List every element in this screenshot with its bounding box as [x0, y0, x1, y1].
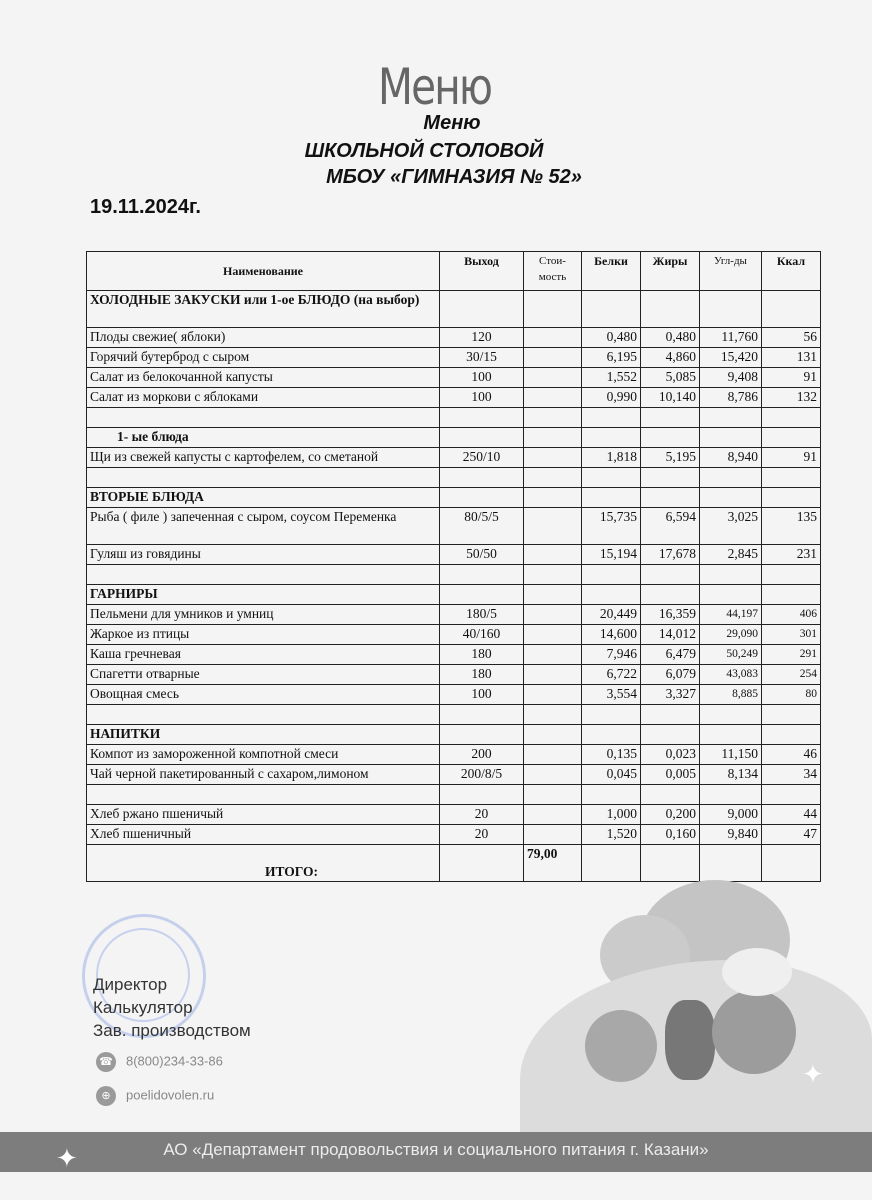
- dish-yield: 120: [440, 328, 524, 348]
- spacer-row: [87, 565, 821, 585]
- canteen-title: ШКОЛЬНОЙ СТОЛОВОЙ: [304, 140, 544, 162]
- dish-kcal: 80: [762, 685, 821, 705]
- spacer-row: [87, 705, 821, 725]
- dish-kcal: 47: [762, 825, 821, 845]
- section-row: [87, 585, 821, 605]
- dish-cost: [524, 368, 582, 388]
- dish-cost: [524, 328, 582, 348]
- dish-protein: 0,045: [582, 765, 641, 785]
- dish-name: Рыба ( филе ) запеченная с сыром, соусом Переменка: [87, 508, 440, 545]
- dish-fat: 6,479: [641, 645, 700, 665]
- dish-carbs: 9,000: [700, 805, 762, 825]
- dish-protein: 1,552: [582, 368, 641, 388]
- dish-name: Плоды свежие( яблоки): [87, 328, 440, 348]
- section-first: 1- ые блюда: [87, 428, 440, 448]
- dish-cost: [524, 825, 582, 845]
- dish-fat: 0,200: [641, 805, 700, 825]
- phone-number: 8(800)234-33-86: [126, 1053, 223, 1069]
- dish-protein: 6,722: [582, 665, 641, 685]
- dish-cost: [524, 745, 582, 765]
- dish-kcal: 406: [762, 605, 821, 625]
- dish-name: Щи из свежей капусты с картофелем, со сметаной: [87, 448, 440, 468]
- dish-yield: 200: [440, 745, 524, 765]
- dish-name: Салат из белокочанной капусты: [87, 368, 440, 388]
- dish-fat: 0,480: [641, 328, 700, 348]
- dish-kcal: 135: [762, 508, 821, 545]
- dish-carbs: 11,150: [700, 745, 762, 765]
- dish-kcal: 254: [762, 665, 821, 685]
- total-row: [87, 845, 821, 882]
- dish-yield: 20: [440, 805, 524, 825]
- table-row: [87, 765, 821, 785]
- dish-fat: 5,195: [641, 448, 700, 468]
- menu-title: Меню: [423, 112, 481, 134]
- table-row: [87, 745, 821, 765]
- dish-yield: 50/50: [440, 545, 524, 565]
- school-title: МБОУ «ГИМНАЗИЯ № 52»: [326, 166, 582, 188]
- dish-cost: [524, 665, 582, 685]
- dish-carbs: 8,885: [700, 685, 762, 705]
- spacer-row: [87, 408, 821, 428]
- dish-kcal: 91: [762, 448, 821, 468]
- section-cold: ХОЛОДНЫЕ ЗАКУСКИ или 1-ое БЛЮДО (на выбор): [87, 291, 440, 328]
- signature-production: Зав. производством: [93, 1021, 251, 1040]
- section-drinks: НАПИТКИ: [87, 725, 440, 745]
- illustration-character: [585, 1010, 657, 1082]
- dish-cost: [524, 805, 582, 825]
- dish-fat: 0,023: [641, 745, 700, 765]
- phone-icon: ☎: [96, 1052, 116, 1072]
- dish-kcal: 301: [762, 625, 821, 645]
- dish-cost: [524, 765, 582, 785]
- dish-yield: 180/5: [440, 605, 524, 625]
- dish-protein: 0,135: [582, 745, 641, 765]
- dish-carbs: 3,025: [700, 508, 762, 545]
- illustration-character: [665, 1000, 715, 1080]
- dish-protein: 0,480: [582, 328, 641, 348]
- dish-yield: 180: [440, 645, 524, 665]
- table-row: [87, 508, 821, 545]
- dish-protein: 1,520: [582, 825, 641, 845]
- dish-yield: 30/15: [440, 348, 524, 368]
- table-row: [87, 805, 821, 825]
- table-row: [87, 368, 821, 388]
- section-row: [87, 291, 821, 328]
- dish-cost: [524, 625, 582, 645]
- dish-carbs: 15,420: [700, 348, 762, 368]
- dish-kcal: 132: [762, 388, 821, 408]
- table-row: [87, 625, 821, 645]
- dish-fat: 16,359: [641, 605, 700, 625]
- dish-yield: 100: [440, 685, 524, 705]
- spacer-row: [87, 468, 821, 488]
- dish-protein: 20,449: [582, 605, 641, 625]
- table-row: [87, 665, 821, 685]
- table-row: [87, 388, 821, 408]
- dish-carbs: 11,760: [700, 328, 762, 348]
- dish-cost: [524, 508, 582, 545]
- dish-fat: 0,005: [641, 765, 700, 785]
- col-kcal-header: Ккал: [762, 252, 821, 291]
- signature-calculator: Калькулятор: [93, 998, 193, 1017]
- dish-name: Жаркое из птицы: [87, 625, 440, 645]
- table-row: [87, 545, 821, 565]
- organization-name: АО «Департамент продовольствия и социального питания г. Казани»: [163, 1140, 709, 1159]
- section-garnish: ГАРНИРЫ: [87, 585, 440, 605]
- section-row: [87, 725, 821, 745]
- signature-director: Директор: [93, 975, 168, 994]
- dish-name: Овощная смесь: [87, 685, 440, 705]
- total-label: ИТОГО:: [87, 845, 440, 882]
- dish-name: Хлеб ржано пшеничый: [87, 805, 440, 825]
- col-protein-header: Белки: [582, 252, 641, 291]
- dish-fat: 14,012: [641, 625, 700, 645]
- menu-table: [86, 251, 821, 882]
- dish-cost: [524, 448, 582, 468]
- table-header-row: [87, 252, 821, 291]
- table-row: [87, 328, 821, 348]
- dish-name: Чай черной пакетированный с сахаром,лимоном: [87, 765, 440, 785]
- dish-name: Каша гречневая: [87, 645, 440, 665]
- sparkle-icon: ✦: [56, 1144, 78, 1173]
- dish-name: Гуляш из говядины: [87, 545, 440, 565]
- dish-yield: 200/8/5: [440, 765, 524, 785]
- dish-kcal: 56: [762, 328, 821, 348]
- dish-cost: [524, 685, 582, 705]
- dish-kcal: 291: [762, 645, 821, 665]
- illustration-character: [712, 990, 796, 1074]
- dish-kcal: 46: [762, 745, 821, 765]
- dish-name: Спагетти отварные: [87, 665, 440, 685]
- dish-yield: 180: [440, 665, 524, 685]
- dish-carbs: 8,940: [700, 448, 762, 468]
- dish-kcal: 34: [762, 765, 821, 785]
- dish-kcal: 131: [762, 348, 821, 368]
- dish-carbs: 44,197: [700, 605, 762, 625]
- dish-carbs: 8,786: [700, 388, 762, 408]
- dish-carbs: 8,134: [700, 765, 762, 785]
- illustration-chef-hat: [722, 948, 792, 996]
- dish-kcal: 91: [762, 368, 821, 388]
- dish-protein: 0,990: [582, 388, 641, 408]
- dish-yield: 250/10: [440, 448, 524, 468]
- dish-cost: [524, 605, 582, 625]
- dish-yield: 40/160: [440, 625, 524, 645]
- table-row: [87, 685, 821, 705]
- dish-carbs: 50,249: [700, 645, 762, 665]
- dish-protein: 3,554: [582, 685, 641, 705]
- col-carbs-header: Угл-ды: [700, 252, 762, 291]
- col-fat-header: Жиры: [641, 252, 700, 291]
- spacer-row: [87, 785, 821, 805]
- dish-cost: [524, 348, 582, 368]
- sparkle-icon: ✦: [802, 1060, 824, 1089]
- dish-fat: 0,160: [641, 825, 700, 845]
- col-name-header: Наименование: [87, 252, 440, 291]
- col-yield-header: Выход: [440, 252, 524, 291]
- col-cost-header: Стои-мость: [524, 252, 582, 291]
- site-contact: [96, 1086, 214, 1106]
- dish-protein: 6,195: [582, 348, 641, 368]
- dish-name: Компот из замороженной компотной смеси: [87, 745, 440, 765]
- site-url: poelidovolen.ru: [126, 1087, 215, 1103]
- dish-fat: 17,678: [641, 545, 700, 565]
- dish-carbs: 43,083: [700, 665, 762, 685]
- section-row: [87, 488, 821, 508]
- dish-yield: 100: [440, 388, 524, 408]
- total-cost: 79,00: [524, 845, 582, 882]
- handwritten-title: Меню: [378, 58, 492, 116]
- dish-fat: 10,140: [641, 388, 700, 408]
- section-row: [87, 428, 821, 448]
- dish-protein: 14,600: [582, 625, 641, 645]
- dish-yield: 100: [440, 368, 524, 388]
- dish-protein: 7,946: [582, 645, 641, 665]
- dish-name: Горячий бутерброд с сыром: [87, 348, 440, 368]
- dish-carbs: 29,090: [700, 625, 762, 645]
- dish-fat: 5,085: [641, 368, 700, 388]
- section-second: ВТОРЫЕ БЛЮДА: [87, 488, 440, 508]
- table-row: [87, 825, 821, 845]
- table-row: [87, 448, 821, 468]
- dish-kcal: 44: [762, 805, 821, 825]
- dish-protein: 1,000: [582, 805, 641, 825]
- dish-fat: 6,079: [641, 665, 700, 685]
- phone-contact: [96, 1052, 223, 1072]
- table-row: [87, 645, 821, 665]
- dish-cost: [524, 645, 582, 665]
- dish-kcal: 231: [762, 545, 821, 565]
- table-row: [87, 348, 821, 368]
- dish-fat: 6,594: [641, 508, 700, 545]
- table-row: [87, 605, 821, 625]
- menu-date: 19.11.2024г.: [90, 196, 201, 218]
- dish-name: Салат из моркови с яблоками: [87, 388, 440, 408]
- dish-fat: 4,860: [641, 348, 700, 368]
- dish-name: Хлеб пшеничный: [87, 825, 440, 845]
- dish-protein: 15,194: [582, 545, 641, 565]
- globe-icon: ⊕: [96, 1086, 116, 1106]
- dish-name: Пельмени для умников и умниц: [87, 605, 440, 625]
- dish-protein: 15,735: [582, 508, 641, 545]
- dish-yield: 20: [440, 825, 524, 845]
- dish-carbs: 9,840: [700, 825, 762, 845]
- dish-protein: 1,818: [582, 448, 641, 468]
- dish-yield: 80/5/5: [440, 508, 524, 545]
- dish-fat: 3,327: [641, 685, 700, 705]
- dish-cost: [524, 545, 582, 565]
- dish-cost: [524, 388, 582, 408]
- dish-carbs: 9,408: [700, 368, 762, 388]
- dish-carbs: 2,845: [700, 545, 762, 565]
